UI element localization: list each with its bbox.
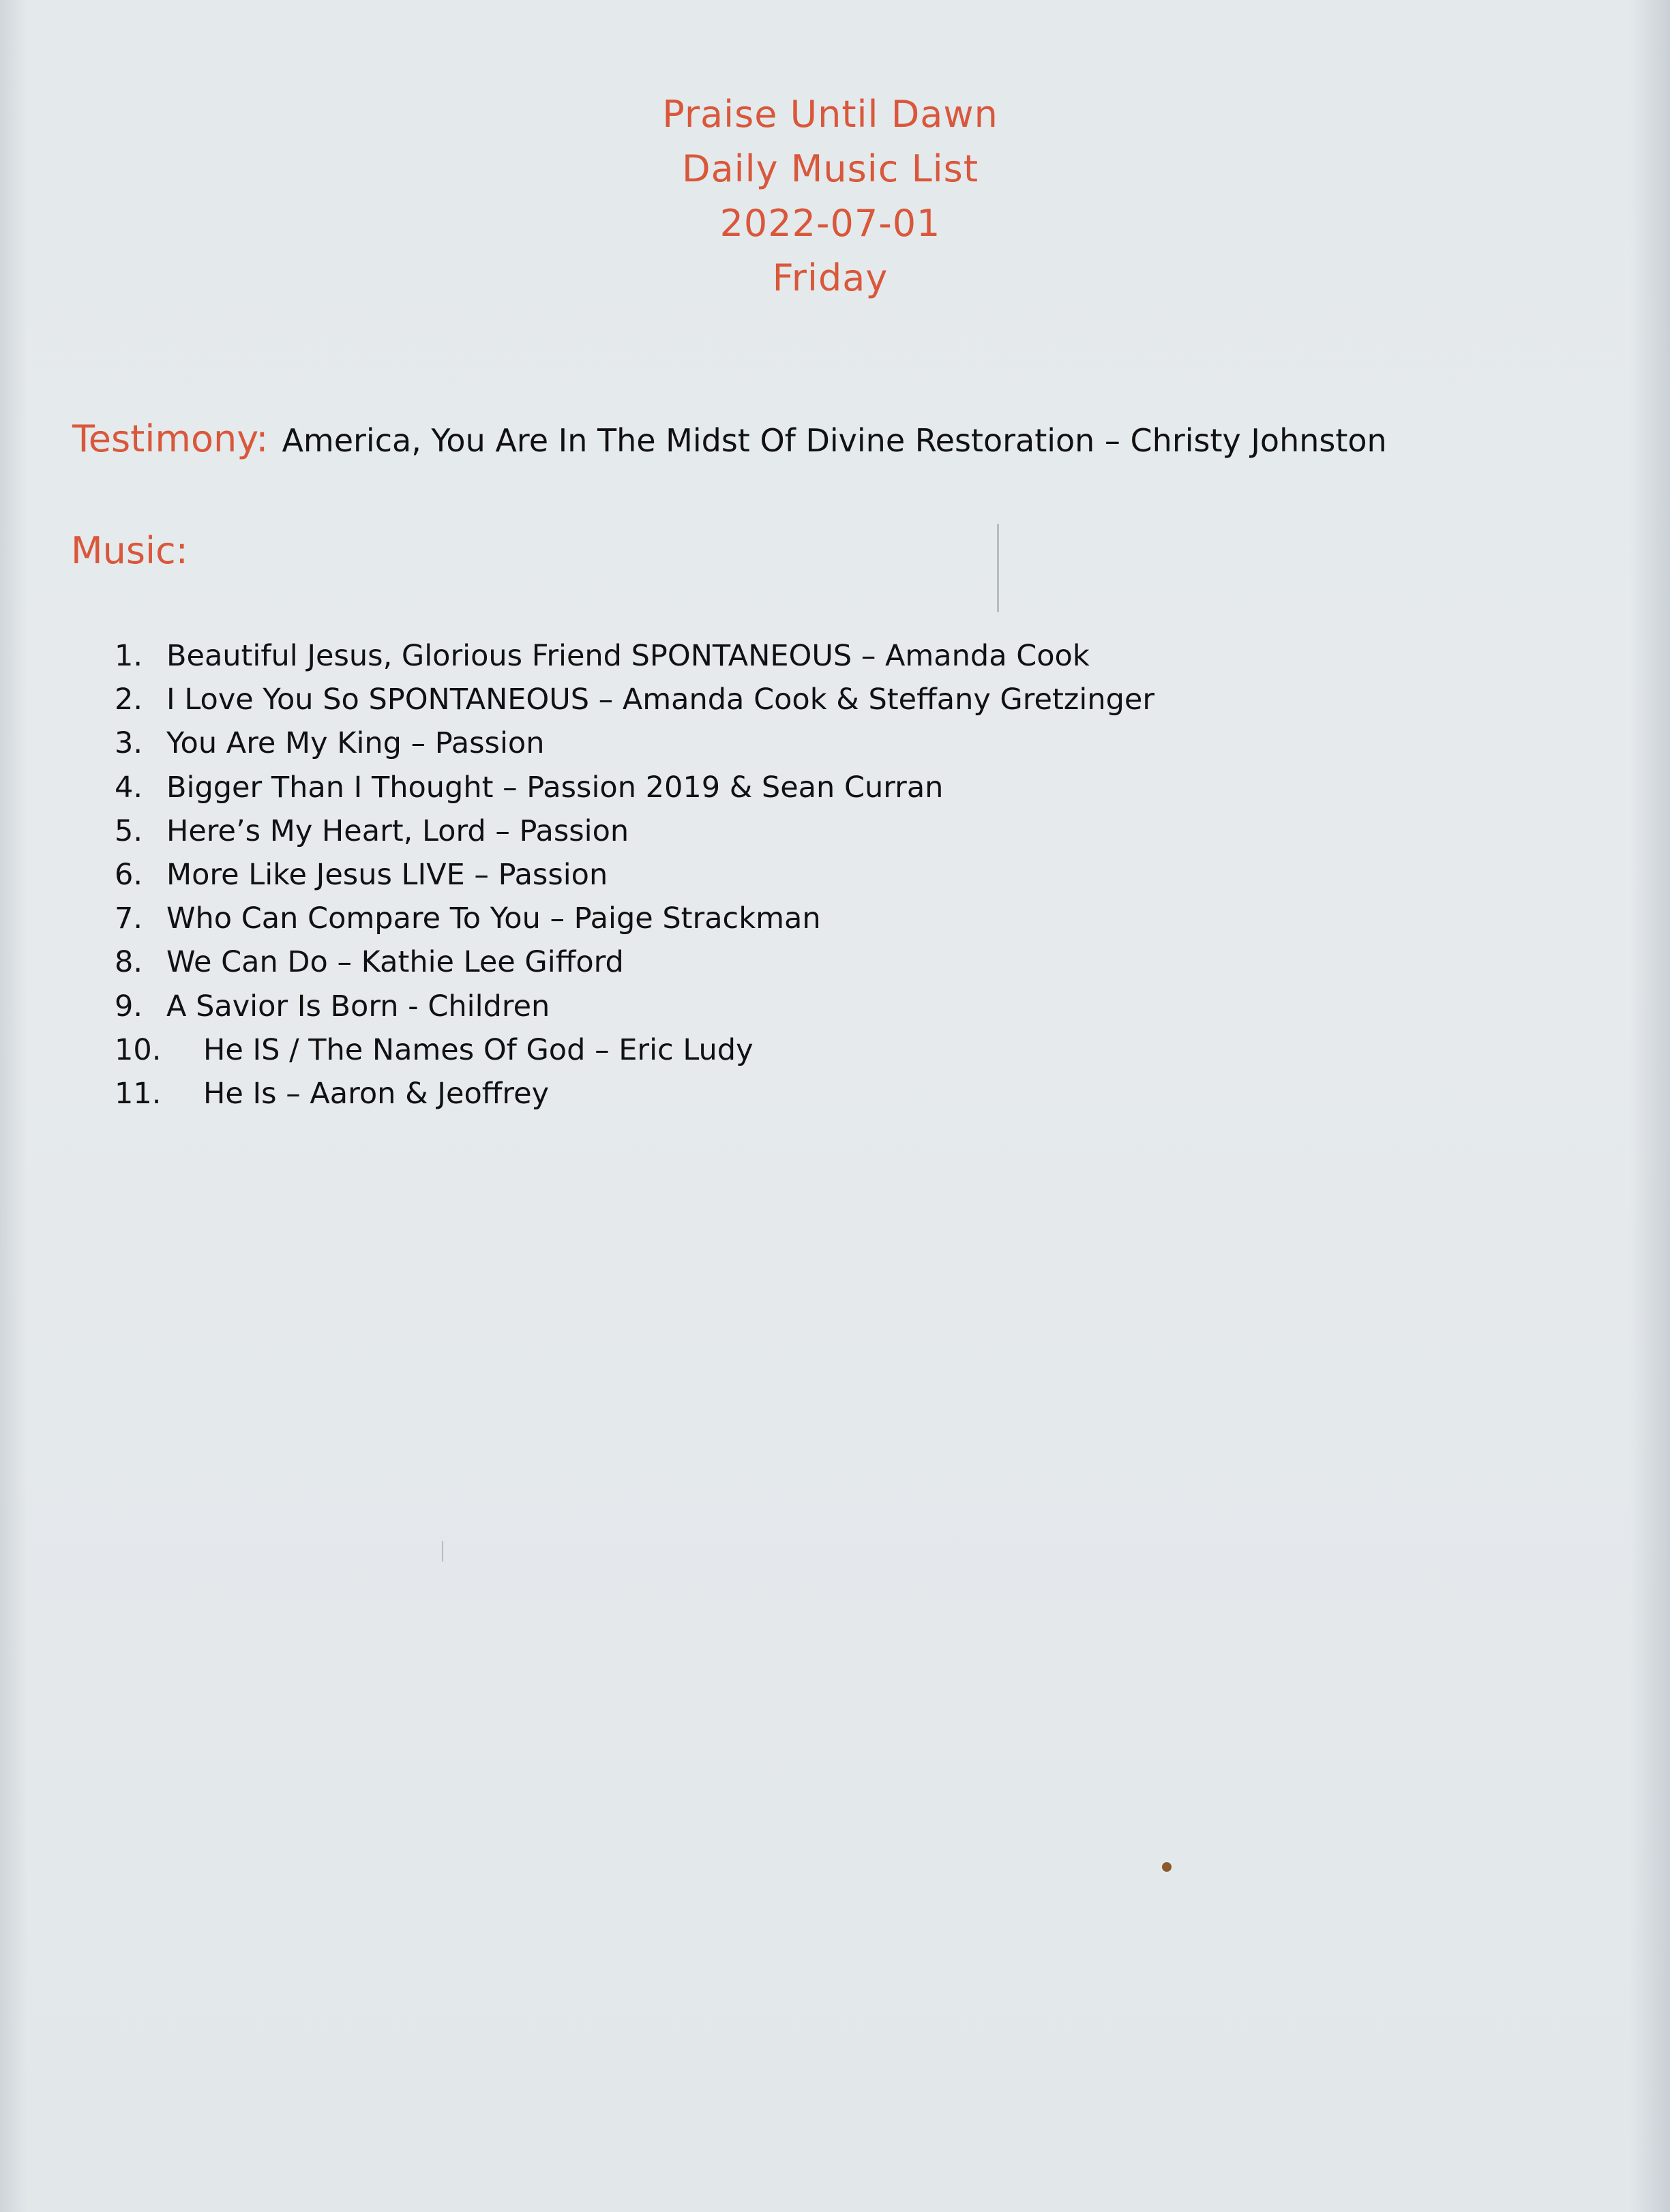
song-number: 2. bbox=[115, 683, 143, 717]
header-subtitle: Daily Music List bbox=[681, 147, 979, 190]
song-item bbox=[115, 678, 1154, 721]
song-title: You Are My King – Passion bbox=[166, 726, 545, 761]
song-title: He IS / The Names Of God – Eric Ludy bbox=[203, 1032, 754, 1067]
song-title: He Is – Aaron & Jeoffrey bbox=[203, 1076, 550, 1111]
song-title: We Can Do – Kathie Lee Gifford bbox=[166, 945, 624, 980]
song-number: 8. bbox=[115, 945, 143, 980]
song-title: Who Can Compare To You – Paige Strackman bbox=[166, 901, 821, 936]
song-number: 1. bbox=[115, 639, 143, 673]
song-item bbox=[115, 809, 1154, 853]
song-title: Here’s My Heart, Lord – Passion bbox=[166, 813, 629, 848]
paper-edge-shadow-right bbox=[1629, 0, 1670, 2212]
song-item bbox=[115, 985, 1154, 1028]
document-header bbox=[0, 87, 1660, 305]
song-title: Beautiful Jesus, Glorious Friend SPONTANEOUS – Amanda Cook bbox=[166, 639, 1090, 673]
song-item bbox=[115, 1028, 1154, 1072]
song-title: Bigger Than I Thought – Passion 2019 & Sean Curran bbox=[166, 770, 944, 805]
testimony-label: Testimony: bbox=[72, 417, 269, 460]
song-number: 6. bbox=[115, 857, 143, 892]
song-item bbox=[115, 721, 1154, 765]
song-item bbox=[115, 897, 1154, 940]
song-number: 10. bbox=[115, 1032, 162, 1067]
song-title: I Love You So SPONTANEOUS – Amanda Cook & Steffany Gretzinger bbox=[166, 683, 1155, 717]
song-number: 9. bbox=[115, 989, 143, 1023]
paper-speck-mark bbox=[442, 1541, 443, 1561]
song-number: 11. bbox=[115, 1076, 162, 1111]
song-title: A Savior Is Born - Children bbox=[166, 989, 550, 1023]
song-number: 4. bbox=[115, 770, 143, 805]
testimony-line bbox=[72, 417, 1387, 460]
header-title: Praise Until Dawn bbox=[662, 93, 998, 136]
song-item bbox=[115, 940, 1154, 984]
song-item bbox=[115, 634, 1154, 678]
song-number: 7. bbox=[115, 901, 143, 936]
song-title: More Like Jesus LIVE – Passion bbox=[166, 857, 608, 892]
header-date: 2022-07-01 bbox=[719, 202, 941, 245]
song-list bbox=[115, 634, 1154, 1116]
song-item bbox=[115, 766, 1154, 809]
song-number: 5. bbox=[115, 813, 143, 848]
song-item bbox=[115, 853, 1154, 897]
testimony-text: America, You Are In The Midst Of Divine Restoration – Christy Johnston bbox=[282, 422, 1387, 459]
paper-edge-shadow-left bbox=[0, 0, 27, 2212]
song-item bbox=[115, 1072, 1154, 1116]
header-weekday: Friday bbox=[772, 256, 889, 299]
paper-stain-dot bbox=[1162, 1862, 1172, 1872]
music-label: Music: bbox=[71, 529, 188, 572]
song-number: 3. bbox=[115, 726, 143, 761]
paper-scratch-mark bbox=[997, 524, 999, 612]
